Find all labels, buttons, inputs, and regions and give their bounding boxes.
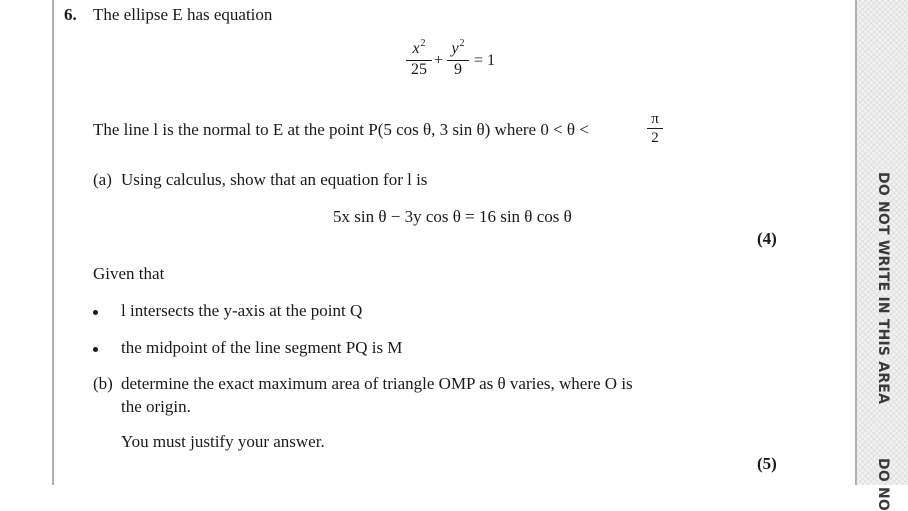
bullet-dot (93, 310, 98, 315)
question-number: 6. (64, 5, 77, 24)
part-a-marks: (4) (757, 229, 777, 248)
part-b-marks: (5) (757, 454, 777, 473)
pi-over-2-fraction: $\frac{\pi}{2}$ (647, 110, 663, 147)
given-bullet-1: l intersects the y-axis at the point Q (121, 301, 363, 320)
part-a-text: Using calculus, show that an equation for l is (121, 170, 428, 189)
question-intro: The ellipse E has equation (93, 5, 273, 24)
part-a-equation: 5x sin θ − 3y cos θ = 16 sin θ cos θ (333, 207, 572, 226)
part-b-line-2: the origin. (121, 397, 191, 416)
fraction-x-over-25: $\frac{x^2}{25}$ (406, 40, 432, 79)
part-b-label: (b) (93, 374, 113, 393)
left-margin-rule (52, 0, 54, 485)
fraction-y-over-9: $\frac{y^2}{9}$ (447, 40, 469, 79)
part-a-label: (a) (93, 170, 112, 189)
bullet-dot (93, 347, 98, 352)
given-heading: Given that (93, 264, 165, 283)
part-b-note: You must justify your answer. (121, 432, 325, 451)
part-b-line-1: determine the exact maximum area of triangle OMP as θ varies, where O is (121, 374, 633, 393)
given-bullet-2: the midpoint of the line segment PQ is M (121, 338, 403, 357)
normal-line-statement: The line l is the normal to E at the point P(5 cos θ, 3 sin θ) where 0 < θ < (93, 120, 589, 139)
plus-sign: + (434, 52, 444, 69)
equation-rhs: = 1 (474, 52, 496, 69)
